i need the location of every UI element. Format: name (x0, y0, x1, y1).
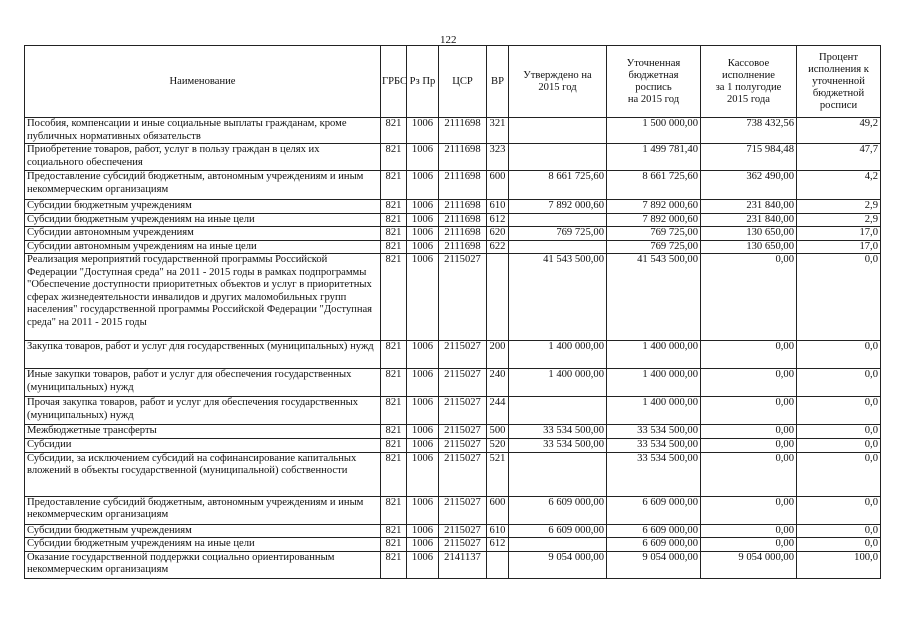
cell-csr: 2115027 (439, 452, 487, 496)
cell-grbs: 821 (381, 341, 407, 369)
cell-rz-pr: 1006 (407, 439, 439, 453)
cell-refined: 7 892 000,60 (607, 200, 701, 214)
cell-percent: 2,9 (797, 213, 881, 227)
cell-vr: 600 (487, 496, 509, 524)
cell-csr: 2111698 (439, 200, 487, 214)
cell-percent: 2,9 (797, 200, 881, 214)
cell-grbs: 821 (381, 254, 407, 341)
cell-vr: 521 (487, 452, 509, 496)
cell-approved (509, 118, 607, 144)
cell-csr: 2115027 (439, 425, 487, 439)
cell-rz-pr: 1006 (407, 171, 439, 200)
header-grbs: ГРБС (381, 46, 407, 118)
cell-rz-pr: 1006 (407, 551, 439, 578)
cell-csr: 2115027 (439, 369, 487, 397)
cell-grbs: 821 (381, 452, 407, 496)
cell-grbs: 821 (381, 551, 407, 578)
cell-vr: 610 (487, 524, 509, 538)
cell-grbs: 821 (381, 538, 407, 552)
cell-percent: 100,0 (797, 551, 881, 578)
table-row (25, 118, 881, 144)
cell-name: Субсидии бюджетным учреждениям на иные цели (25, 213, 381, 227)
cell-refined: 33 534 500,00 (607, 425, 701, 439)
cell-vr: 500 (487, 425, 509, 439)
table-row (25, 425, 881, 439)
cell-name: Субсидии бюджетным учреждениям (25, 200, 381, 214)
cell-vr: 520 (487, 439, 509, 453)
cell-csr: 2115027 (439, 439, 487, 453)
cell-approved (509, 144, 607, 171)
table-row (25, 369, 881, 397)
cell-name: Межбюджетные трансферты (25, 425, 381, 439)
cell-vr: 612 (487, 213, 509, 227)
cell-vr (487, 254, 509, 341)
cell-vr (487, 551, 509, 578)
header-vr: ВР (487, 46, 509, 118)
cell-rz-pr: 1006 (407, 240, 439, 254)
cell-refined: 1 400 000,00 (607, 397, 701, 425)
cell-grbs: 821 (381, 227, 407, 241)
cell-grbs: 821 (381, 118, 407, 144)
cell-percent: 17,0 (797, 227, 881, 241)
cell-name: Субсидии, за исключением субсидий на софинансирование капитальных вложений в объекты государственной (муниципальной) собственности (25, 452, 381, 496)
header-approved: Утверждено на 2015 год (509, 46, 607, 118)
cell-csr: 2115027 (439, 341, 487, 369)
cell-refined: 1 400 000,00 (607, 369, 701, 397)
header-csr: ЦСР (439, 46, 487, 118)
table-header-row (25, 46, 881, 118)
header-percent: Процент исполнения к уточненной бюджетной росписи (797, 46, 881, 118)
cell-approved: 769 725,00 (509, 227, 607, 241)
cell-percent: 47,7 (797, 144, 881, 171)
table-row (25, 452, 881, 496)
cell-rz-pr: 1006 (407, 452, 439, 496)
cell-rz-pr: 1006 (407, 538, 439, 552)
cell-percent: 0,0 (797, 439, 881, 453)
table-row (25, 171, 881, 200)
cell-grbs: 821 (381, 425, 407, 439)
cell-grbs: 821 (381, 171, 407, 200)
cell-vr: 612 (487, 538, 509, 552)
cell-rz-pr: 1006 (407, 213, 439, 227)
table-row (25, 213, 881, 227)
cell-grbs: 821 (381, 496, 407, 524)
table-row (25, 524, 881, 538)
cell-cash: 362 490,00 (701, 171, 797, 200)
cell-name: Приобретение товаров, работ, услуг в пользу граждан в целях их социального обеспечения (25, 144, 381, 171)
cell-name: Оказание государственной поддержки социально ориентированным некоммерческим организациям (25, 551, 381, 578)
table-row (25, 200, 881, 214)
cell-csr: 2111698 (439, 171, 487, 200)
cell-refined: 33 534 500,00 (607, 439, 701, 453)
cell-vr: 244 (487, 397, 509, 425)
cell-name: Субсидии автономным учреждениям на иные цели (25, 240, 381, 254)
cell-percent: 0,0 (797, 369, 881, 397)
table-row (25, 341, 881, 369)
cell-name: Субсидии бюджетным учреждениям на иные цели (25, 538, 381, 552)
cell-cash: 130 650,00 (701, 240, 797, 254)
cell-percent: 49,2 (797, 118, 881, 144)
cell-percent: 0,0 (797, 496, 881, 524)
table-row (25, 397, 881, 425)
cell-approved (509, 213, 607, 227)
cell-cash: 9 054 000,00 (701, 551, 797, 578)
header-cash: Кассовое исполнение за 1 полугодие 2015 года (701, 46, 797, 118)
cell-rz-pr: 1006 (407, 496, 439, 524)
cell-rz-pr: 1006 (407, 200, 439, 214)
table-row (25, 551, 881, 578)
cell-cash: 0,00 (701, 439, 797, 453)
cell-name: Прочая закупка товаров, работ и услуг для обеспечения государственных (муниципальных) нужд (25, 397, 381, 425)
cell-csr: 2141137 (439, 551, 487, 578)
cell-cash: 738 432,56 (701, 118, 797, 144)
cell-cash: 231 840,00 (701, 213, 797, 227)
cell-name: Субсидии автономным учреждениям (25, 227, 381, 241)
cell-csr: 2115027 (439, 538, 487, 552)
cell-vr: 620 (487, 227, 509, 241)
cell-percent: 17,0 (797, 240, 881, 254)
cell-approved: 1 400 000,00 (509, 369, 607, 397)
cell-approved: 6 609 000,00 (509, 496, 607, 524)
cell-vr: 200 (487, 341, 509, 369)
cell-refined: 1 500 000,00 (607, 118, 701, 144)
header-name: Наименование (25, 46, 381, 118)
cell-grbs: 821 (381, 369, 407, 397)
cell-approved: 41 543 500,00 (509, 254, 607, 341)
cell-percent: 4,2 (797, 171, 881, 200)
table-row (25, 144, 881, 171)
cell-grbs: 821 (381, 439, 407, 453)
cell-refined: 769 725,00 (607, 240, 701, 254)
cell-percent: 0,0 (797, 397, 881, 425)
table-row (25, 496, 881, 524)
cell-name: Иные закупки товаров, работ и услуг для обеспечения государственных (муниципальных) нужд (25, 369, 381, 397)
cell-rz-pr: 1006 (407, 524, 439, 538)
cell-approved: 6 609 000,00 (509, 524, 607, 538)
cell-csr: 2111698 (439, 118, 487, 144)
cell-rz-pr: 1006 (407, 144, 439, 171)
cell-refined: 41 543 500,00 (607, 254, 701, 341)
cell-approved: 9 054 000,00 (509, 551, 607, 578)
cell-csr: 2115027 (439, 524, 487, 538)
cell-rz-pr: 1006 (407, 118, 439, 144)
cell-percent: 0,0 (797, 452, 881, 496)
cell-refined: 9 054 000,00 (607, 551, 701, 578)
cell-name: Предоставление субсидий бюджетным, автономным учреждениям и иным некоммерческим организациям (25, 496, 381, 524)
cell-refined: 1 400 000,00 (607, 341, 701, 369)
cell-refined: 769 725,00 (607, 227, 701, 241)
cell-rz-pr: 1006 (407, 397, 439, 425)
cell-grbs: 821 (381, 200, 407, 214)
header-refined: Уточненная бюджетная роспись на 2015 год (607, 46, 701, 118)
cell-rz-pr: 1006 (407, 227, 439, 241)
cell-cash: 0,00 (701, 452, 797, 496)
cell-cash: 0,00 (701, 254, 797, 341)
table-row (25, 254, 881, 341)
cell-approved (509, 397, 607, 425)
cell-cash: 0,00 (701, 524, 797, 538)
budget-execution-table (24, 45, 881, 579)
cell-approved: 1 400 000,00 (509, 341, 607, 369)
table-row (25, 439, 881, 453)
cell-vr: 610 (487, 200, 509, 214)
cell-approved: 33 534 500,00 (509, 439, 607, 453)
cell-rz-pr: 1006 (407, 254, 439, 341)
cell-csr: 2111698 (439, 227, 487, 241)
cell-vr: 622 (487, 240, 509, 254)
header-rz-pr: Рз Пр (407, 46, 439, 118)
cell-cash: 0,00 (701, 369, 797, 397)
cell-approved: 33 534 500,00 (509, 425, 607, 439)
cell-grbs: 821 (381, 240, 407, 254)
cell-cash: 0,00 (701, 425, 797, 439)
cell-csr: 2115027 (439, 397, 487, 425)
cell-refined: 7 892 000,60 (607, 213, 701, 227)
cell-name: Пособия, компенсации и иные социальные выплаты гражданам, кроме публичных нормативных обязательств (25, 118, 381, 144)
cell-cash: 0,00 (701, 538, 797, 552)
cell-name: Субсидии (25, 439, 381, 453)
cell-cash: 231 840,00 (701, 200, 797, 214)
cell-approved (509, 452, 607, 496)
cell-name: Реализация мероприятий государственной программы Российской Федерации "Доступная среда" на 2011 - 2015 годы в рамках подпрограммы "Обеспечение доступности приоритетных объектов и услуг в приоритетных сферах жизнедеятельности инвалидов и других маломобильных групп населения" государственной программы Российской Федерации "Доступная среда" на 2011 - 2015 годы (25, 254, 381, 341)
cell-csr: 2111698 (439, 144, 487, 171)
cell-name: Предоставление субсидий бюджетным, автономным учреждениям и иным некоммерческим организациям (25, 171, 381, 200)
cell-vr: 600 (487, 171, 509, 200)
cell-grbs: 821 (381, 524, 407, 538)
table-row (25, 240, 881, 254)
table-row (25, 538, 881, 552)
cell-approved: 8 661 725,60 (509, 171, 607, 200)
cell-approved (509, 240, 607, 254)
cell-percent: 0,0 (797, 341, 881, 369)
cell-cash: 130 650,00 (701, 227, 797, 241)
table-row (25, 227, 881, 241)
cell-csr: 2111698 (439, 213, 487, 227)
cell-rz-pr: 1006 (407, 369, 439, 397)
cell-csr: 2115027 (439, 496, 487, 524)
cell-percent: 0,0 (797, 254, 881, 341)
cell-rz-pr: 1006 (407, 341, 439, 369)
cell-vr: 323 (487, 144, 509, 171)
cell-refined: 6 609 000,00 (607, 524, 701, 538)
cell-cash: 0,00 (701, 341, 797, 369)
cell-vr: 240 (487, 369, 509, 397)
cell-name: Закупка товаров, работ и услуг для государственных (муниципальных) нужд (25, 341, 381, 369)
cell-grbs: 821 (381, 213, 407, 227)
cell-percent: 0,0 (797, 538, 881, 552)
cell-name: Субсидии бюджетным учреждениям (25, 524, 381, 538)
cell-refined: 8 661 725,60 (607, 171, 701, 200)
cell-csr: 2111698 (439, 240, 487, 254)
cell-refined: 6 609 000,00 (607, 538, 701, 552)
cell-vr: 321 (487, 118, 509, 144)
cell-percent: 0,0 (797, 524, 881, 538)
cell-refined: 33 534 500,00 (607, 452, 701, 496)
cell-percent: 0,0 (797, 425, 881, 439)
cell-refined: 6 609 000,00 (607, 496, 701, 524)
cell-cash: 0,00 (701, 496, 797, 524)
cell-csr: 2115027 (439, 254, 487, 341)
cell-cash: 0,00 (701, 397, 797, 425)
cell-approved: 7 892 000,60 (509, 200, 607, 214)
cell-grbs: 821 (381, 144, 407, 171)
cell-grbs: 821 (381, 397, 407, 425)
cell-rz-pr: 1006 (407, 425, 439, 439)
cell-cash: 715 984,48 (701, 144, 797, 171)
page-number: 122 (440, 34, 457, 46)
cell-refined: 1 499 781,40 (607, 144, 701, 171)
cell-approved (509, 538, 607, 552)
